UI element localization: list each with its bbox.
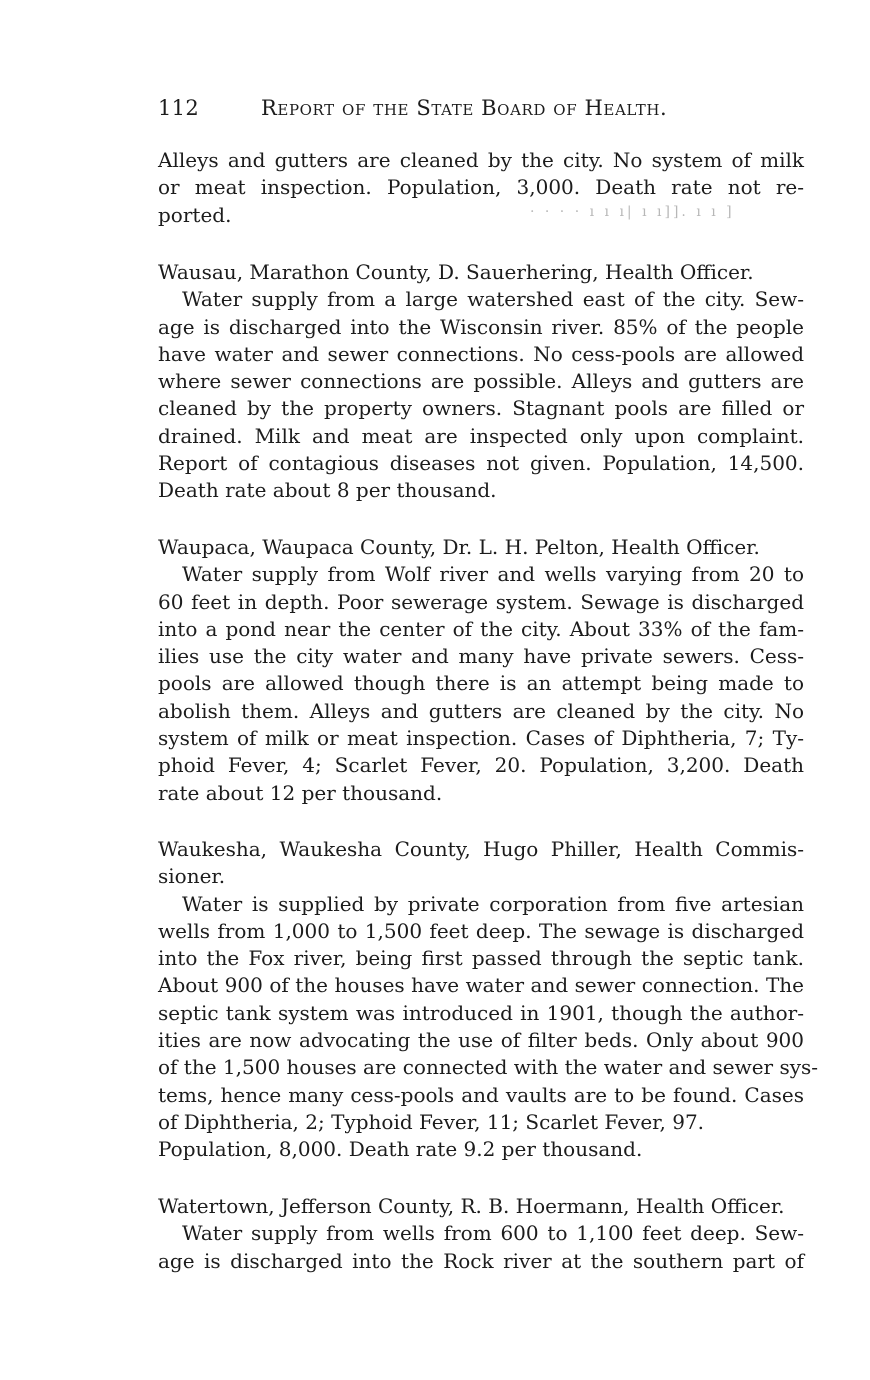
entry-heading-continuation: sioner.: [158, 864, 226, 889]
text-line: tems, hence many cess-pools and vaults are to be found. Cases: [158, 1082, 804, 1107]
text-line: ported.: [158, 202, 232, 227]
text-line: drained. Milk and meat are inspected only upon complaint.: [158, 423, 804, 448]
text-line: Death rate about 8 per thousand.: [158, 478, 497, 503]
text-line: septic tank system was introduced in 1901, though the author-: [158, 1000, 804, 1025]
text-line: age is discharged into the Wisconsin river. 85% of the people: [158, 314, 804, 339]
text-line: into a pond near the center of the city. About 33% of the fam-: [158, 616, 804, 641]
text-line: 60 feet in depth. Poor sewerage system. Sewage is discharged: [158, 589, 804, 614]
entry-waukesha: [158, 836, 819, 1164]
text-line: ilies use the city water and many have private sewers. Cess-: [158, 644, 804, 669]
text-line: Water is supplied by private corporation from five artesian: [182, 891, 804, 916]
text-line: of Diphtheria, 2; Typhoid Fever, 11; Scarlet Fever, 97.: [158, 1109, 705, 1134]
text-line: Alleys and gutters are cleaned by the city. No system of milk: [158, 148, 804, 172]
running-title: Report of the State Board of Health.: [260, 96, 668, 120]
entry-wausau: [158, 259, 804, 505]
entry-waupaca: [158, 534, 804, 807]
text-line: system of milk or meat inspection. Cases of Diphtheria, 7; Ty-: [158, 726, 804, 751]
entry-watertown: [158, 1193, 804, 1275]
text-line: or meat inspection. Population, 3,000. Death rate not re-: [158, 175, 804, 200]
text-line: into the Fox river, being first passed through the septic tank.: [158, 946, 804, 971]
text-line: age is discharged into the Rock river at the southern part of: [158, 1248, 804, 1273]
text-line: wells from 1,000 to 1,500 feet deep. The sewage is discharged: [158, 918, 804, 943]
text-line: rate about 12 per thousand.: [158, 780, 443, 805]
text-line: Report of contagious diseases not given. Population, 14,500.: [158, 451, 804, 476]
text-line: phoid Fever, 4; Scarlet Fever, 20. Population, 3,200. Death: [158, 753, 804, 778]
text-line: have water and sewer connections. No cess-pools are allowed: [158, 341, 804, 366]
text-line: abolish them. Alleys and gutters are cleaned by the city. No: [158, 698, 804, 723]
text-line: Population, 8,000. Death rate 9.2 per thousand.: [158, 1137, 643, 1162]
text-line: of the 1,500 houses are connected with the water and sewer sys-: [158, 1055, 819, 1080]
entry-heading: Watertown, Jefferson County, R. B. Hoermann, Health Officer.: [158, 1194, 785, 1218]
text-line: Water supply from wells from 600 to 1,100 feet deep. Sew-: [182, 1221, 804, 1246]
text-line: cleaned by the property owners. Stagnant pools are filled or: [158, 396, 804, 421]
text-line: About 900 of the houses have water and sewer connection. The: [158, 973, 804, 998]
text-line: Water supply from Wolf river and wells varying from 20 to: [182, 562, 804, 587]
page-number: 112: [158, 96, 199, 120]
text-line: where sewer connections are possible. Alleys and gutters are: [158, 369, 804, 394]
text-line: Water supply from a large watershed east of the city. Sew-: [182, 287, 804, 312]
text-line: ities are now advocating the use of filter beds. Only about 900: [158, 1028, 804, 1053]
page-header: [158, 96, 718, 120]
entry-heading: Waukesha, Waukesha County, Hugo Philler, Health Commis-: [158, 837, 804, 861]
entry-heading: Wausau, Marathon County, D. Sauerhering, Health Officer.: [158, 260, 754, 284]
text-line: pools are allowed though there is an attempt being made to: [158, 671, 804, 696]
entry-heading: Waupaca, Waupaca County, Dr. L. H. Pelton, Health Officer.: [158, 535, 760, 559]
print-speckle-mark: · · · · ı ı ı| ı ı]]. ı ı ]: [530, 204, 735, 220]
